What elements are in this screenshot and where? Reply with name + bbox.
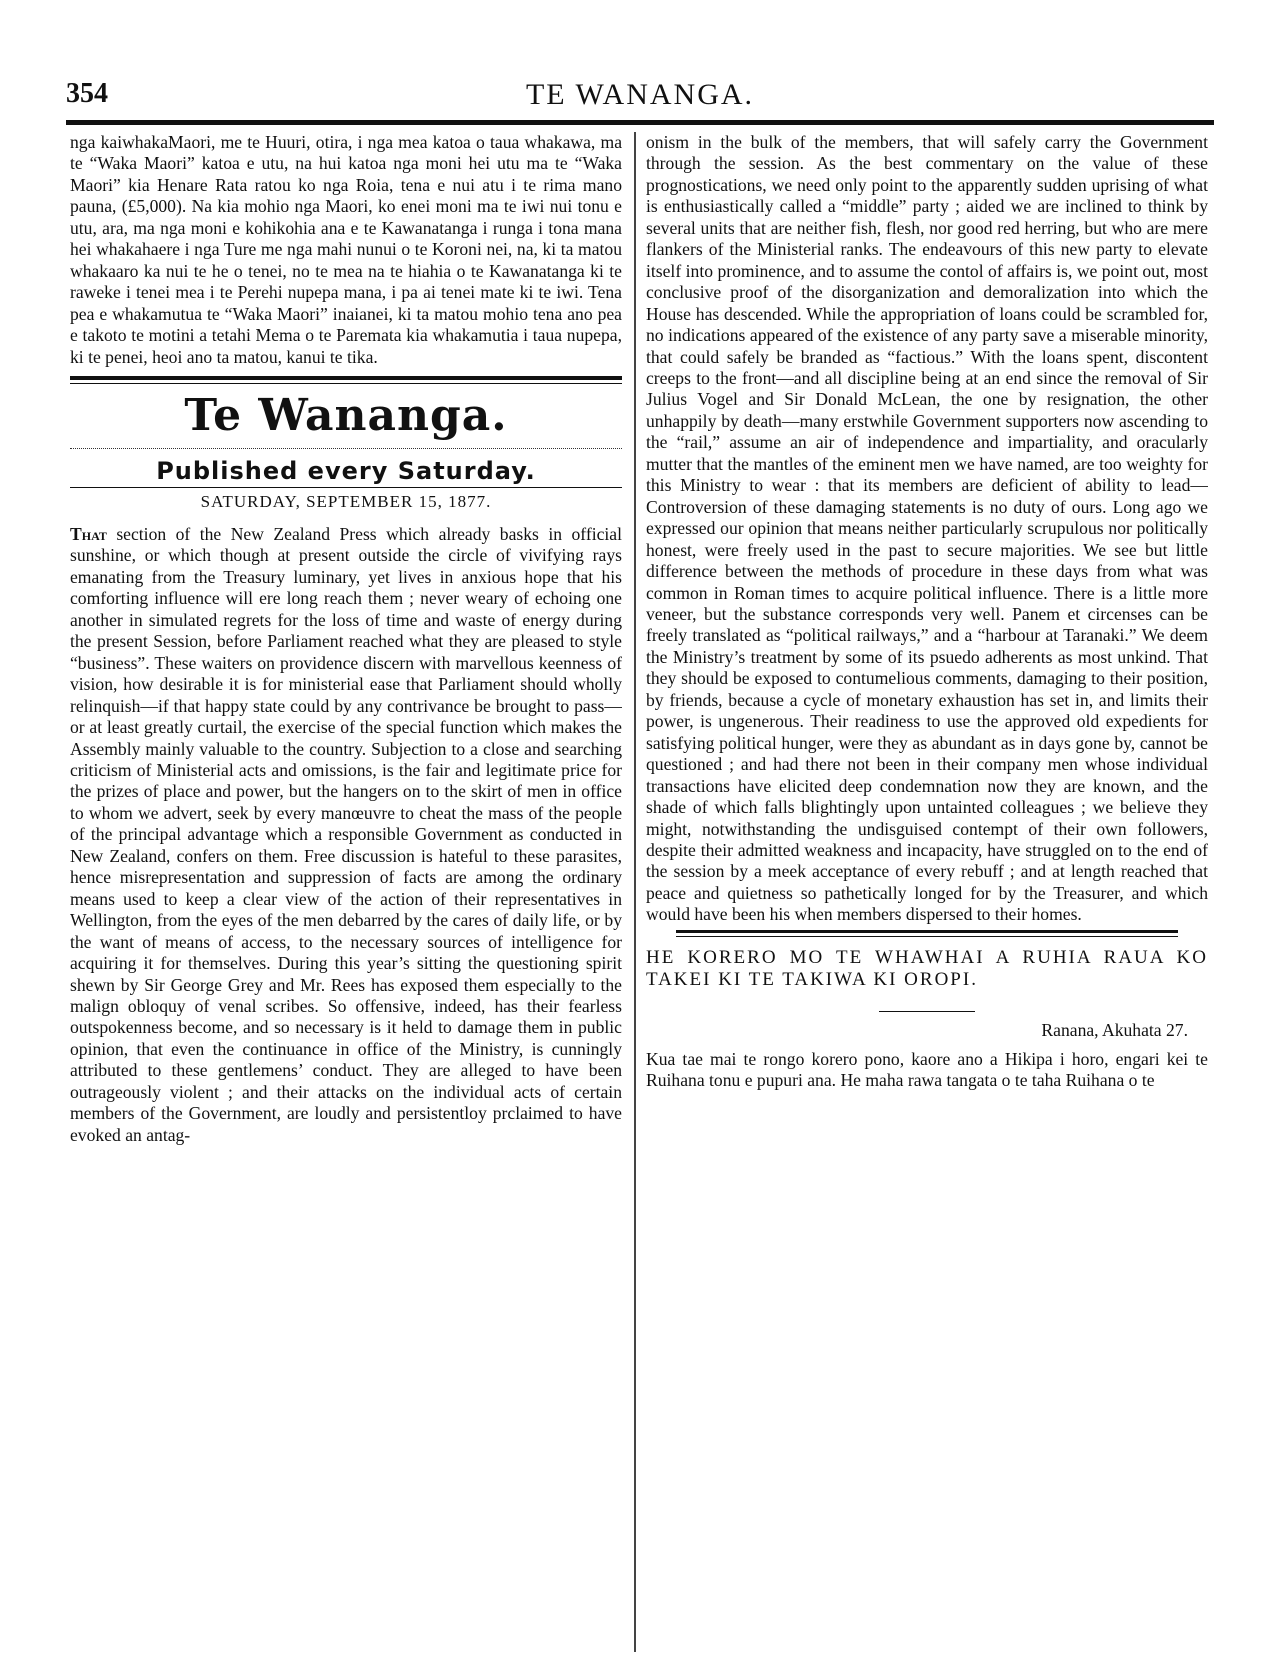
place-date: Ranana, Akuhata 27. <box>1041 1019 1188 1040</box>
masthead-rule-top <box>70 376 622 380</box>
dateline: SATURDAY, SEPTEMBER 15, 1877. <box>200 491 492 511</box>
masthead-rule-thin <box>70 383 622 384</box>
news-text: Kua tae mai te rongo korero pono, kaore ano a Hikipa i horo, engari kei te Ruihana tonu e pupuri ana. He maha rawa tangata o te taha Ruihana o te <box>646 1048 1208 1091</box>
editorial-continued-text: onism in the bulk of the members, that will safely carry the Government through the session. As the best commentary on the value of these prognostications, we need only point to the apparently sudden uprising of what is enthusiastically called a “middle” party ; aided we are inclined to think by several units that are neither fish, flesh, nor good red herring, but who are mere flankers of the Ministerial ranks. The endeavours of this new party to elevate itself into prominence, and to assume the contol of affairs is, we point out, most conclusive proof of the disorganization and demoralization into which the House has descended. While the appropriation of loans could be scrambled for, no indications appeared of the existence of any party save a miserable minority, that could safely be branded as “factious.” With the loans spent, discontent creeps to the front—and all discipline being at an end since the removal of Sir Julius Vogel and Sir Donald McLean, the one by resignation, the other unhappily by death—many erstwhile Government supporters now ascending to the “rail,” assume an air of independence and impartiality, and oracularly mutter that the mantles of the eminent men we have named, are too weighty for this Ministry to wear : that its members are deficient of ability to lead—Controversion of these damaging statements is no duty of ours. Long ago we expressed our opinion that means neither particularly scrupulous nor politically honest, were freely used in the past to secure majorities. We see but little difference between the methods of procedure in these days from what was common in Roman times to acquire political influence. There is a little more veneer, but the substance corresponds very well. Panem et circenses can be freely translated as “political railways,” and a “harbour at Taranaki.” We deem the Ministry’s treatment by some of its psuedo adherents as most unkind. That they should be exposed to contumelious comments, damaging to their position, by friends, because a cycle of monetary exhaustion has set in, and limits their power, is ungenerous. Their readiness to use the approved old expedients for satisfying political hunger, were they as abundant as in days gone by, cannot be questioned ; and had there not been in their company men whose individual transactions have elicited deep condemnation now they are known, and the shade of which falls blightingly upon untainted colleagues ; we believe they might, notwithstanding the undisguised contempt of their own followers, despite their admitted weakness and incapacity, have struggled on to the end of the session by a meek acceptance of every rebuff ; and at length reached that peace and quietness so pathetically longed for by the Treasurer, and which would have been his when members dispersed to their homes. <box>646 132 1208 925</box>
left-column <box>70 132 622 1652</box>
short-rule <box>879 1011 975 1012</box>
section-rule-thin <box>676 936 1178 937</box>
paper-title: TE WANANGA. <box>525 78 755 111</box>
published-line: Published every Saturday. <box>156 456 536 485</box>
page-number: 354 <box>66 78 108 109</box>
page-header <box>66 78 1214 118</box>
masthead: Te Wananga. <box>184 389 508 441</box>
right-column <box>646 132 1208 1652</box>
section-rule-thick <box>676 930 1178 933</box>
maori-article-text: nga kaiwhakaMaori, me te Huuri, otira, i nga mea katoa o taua whakawa, ma te “Waka Maori” katoa e utu, na hui katoa nga moni hei utu ma te “Waka Maori” kia Henare Rata ratou ko nga Roia, tena e nui atu i te rima mano pauna, (£5,000). Na kia mohio nga Maori, ko enei moni ma te iwi nui tonu e utu, ara, ma nga moni e kohikohia ana e te Kawanatanga i runga i tona mana hei whakahaere i nga Ture me nga mahi nunui o te Koroni nei, na, ki ta matou whakaaro ka nui te he o tenei, no te mea na te hiahia o te Kawanatanga ki te raweke i tenei mea i te Perehi nupepa mana, i pa ai tenei mate ki te iwi. Tena pea e whakamutua te “Waka Maori” inaianei, ki ta matou mohio tena ano pea e takoto te motini a tetahi Mema o te Paremata kia whakamutia i taua nupepa, ki te penei, heoi ano ta matou, kanui te tika. <box>70 132 622 367</box>
section-heading: HE KORERO MO TE WHAWHAI A RUHIA RAUA KO TAKEI KI TE TAKIWA KI OROPI. <box>646 946 1208 990</box>
editorial-lead: That <box>70 523 107 544</box>
dateline-rule <box>70 487 622 488</box>
header-rule <box>66 120 1214 125</box>
editorial-text <box>70 524 622 1146</box>
column-divider <box>634 132 636 1652</box>
editorial-body: section of the New Zealand Press which already basks in official sunshine, or which though at present outside the circle of vivifying rays emanating from the Treasury luminary, yet lives in anxious hope that his comforting influence will ere long reach them ; never weary of echoing one another in simulated regrets for the loss of time and waste of energy during the present Session, before Parliament reached what they are pleased to style “business”. These waiters on providence discern with marvellous keenness of vision, how desirable it is for ministerial ease that Parliament should wholly relinquish—if that happy state could by any contrivance be brought to pass—or at least greatly curtail, the exercise of the special function which makes the Assembly mainly valuable to the country. Subjection to a close and searching criticism of Ministerial acts and omissions, is the fair and legitimate price for the prizes of place and power, but the hangers on to the skirt of men in office to whom we advert, seek by every manœuvre to cheat the mass of the people of the principal advantage which a responsible Government as conducted in New Zealand, confers on them. Free discussion is hateful to these parasites, hence misrepresentation and suppression of facts are among the ordinary means used to keep a clear view of the action of their representatives in Wellington, from the eyes of the men debarred by the cares of daily life, or by the want of means of access, to the necessary sources of intelligence for acquiring it for themselves. During this year’s sitting the questioning spirit shewn by Sir George Grey and Mr. Rees has exposed them especially to the malign obloquy of venal scribes. So offensive, indeed, has their fearless outspokenness become, and so necessary is it held to damage them in public opinion, that even the continuance in office of the Ministry, is cunningly attributed to these gentlemens’ conduct. They are alleged to have been outrageously violent ; and their attacks on the individual acts of certain members of the Government, are loudly and persistentloy prclaimed to have evoked an antag- <box>70 523 622 1145</box>
masthead-dotted-rule <box>70 448 622 449</box>
